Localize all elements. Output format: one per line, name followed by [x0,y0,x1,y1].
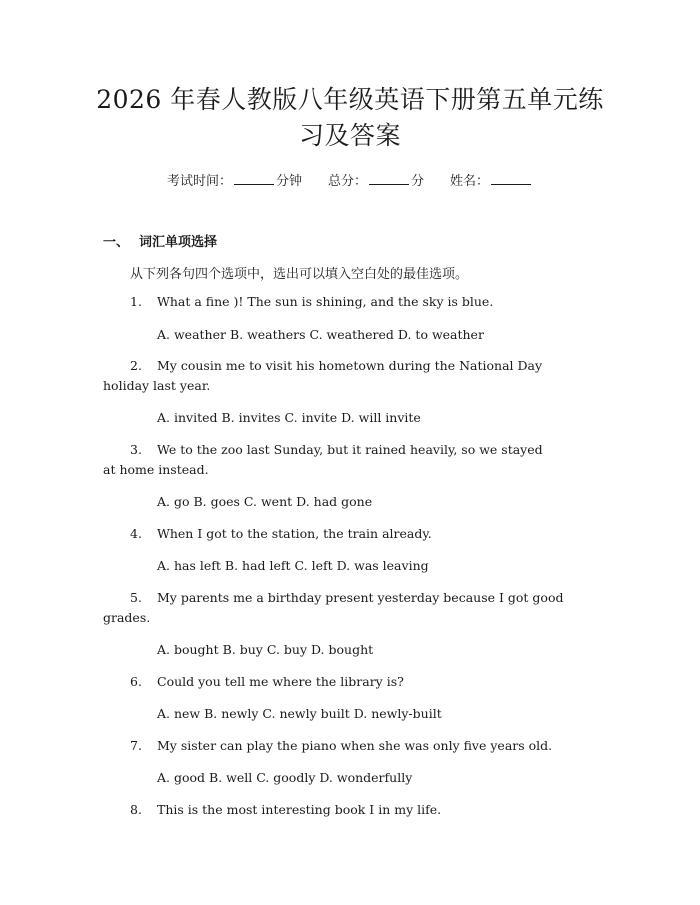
question-number: 8. [130,802,142,817]
total-score-label: 总分： [327,174,367,189]
exam-time-field [167,170,302,189]
name-blank [491,173,531,185]
question-number: 6. [130,674,142,689]
name-field [450,170,533,189]
total-score-unit: 分 [411,174,425,189]
question-7 [130,736,552,756]
question-text: This is the most interesting book I in my life. [157,802,442,817]
section-number: 一、 [103,235,130,250]
question-number: 3. [130,442,142,457]
question-2-continued: holiday last year. [103,378,211,393]
question-1-options: A. weather B. weathers C. weathered D. to weather [157,327,484,342]
question-text: My cousin me to visit his hometown during the National Day [157,358,543,373]
question-text: Could you tell me where the library is? [157,674,404,689]
question-3 [130,440,543,460]
question-5-continued: grades. [103,610,151,625]
question-3-options: A. go B. goes C. went D. had gone [157,494,373,509]
question-text: My parents me a birthday present yesterday because I got good [157,590,564,605]
question-text: When I got to the station, the train already. [157,526,432,541]
question-7-options: A. good B. well C. goodly D. wonderfully [157,770,413,785]
page-title-continued: 习及答案 [298,121,401,150]
exam-info-row [0,170,700,189]
question-number: 2. [130,358,142,373]
name-label: 姓名： [450,174,490,189]
question-number: 4. [130,526,142,541]
question-2 [130,356,542,376]
page-title: 2026 年春人教版八年级英语下册第五单元练 [96,85,604,114]
exam-time-unit: 分钟 [275,174,302,189]
question-number: 7. [130,738,142,753]
section-heading [103,231,217,250]
question-text: We to the zoo last Sunday, but it rained heavily, so we stayed [157,442,543,457]
total-score-blank [369,173,409,185]
question-8 [130,800,441,820]
total-score-field [328,170,424,189]
question-text: What a fine )! The sun is shining, and the sky is blue. [157,294,494,309]
exam-time-blank [234,173,274,185]
question-6-options: A. new B. newly C. newly built D. newly-built [157,706,442,721]
question-5-options: A. bought B. buy C. buy D. bought [157,642,374,657]
question-number: 5. [130,590,142,605]
exam-time-label: 考试时间： [166,174,232,189]
question-number: 1. [130,294,142,309]
question-6 [130,672,404,692]
question-text: My sister can play the piano when she was only five years old. [157,738,553,753]
question-2-options: A. invited B. invites C. invite D. will invite [157,410,421,425]
section-title: 词汇单项选择 [139,235,218,250]
question-3-continued: at home instead. [103,462,209,477]
question-1 [130,292,493,312]
section-instruction: 从下列各句四个选项中，选出可以填入空白处的最佳选项。 [130,267,469,282]
question-4-options: A. has left B. had left C. left D. was leaving [157,558,429,573]
question-4 [130,524,432,544]
question-5 [130,588,563,608]
